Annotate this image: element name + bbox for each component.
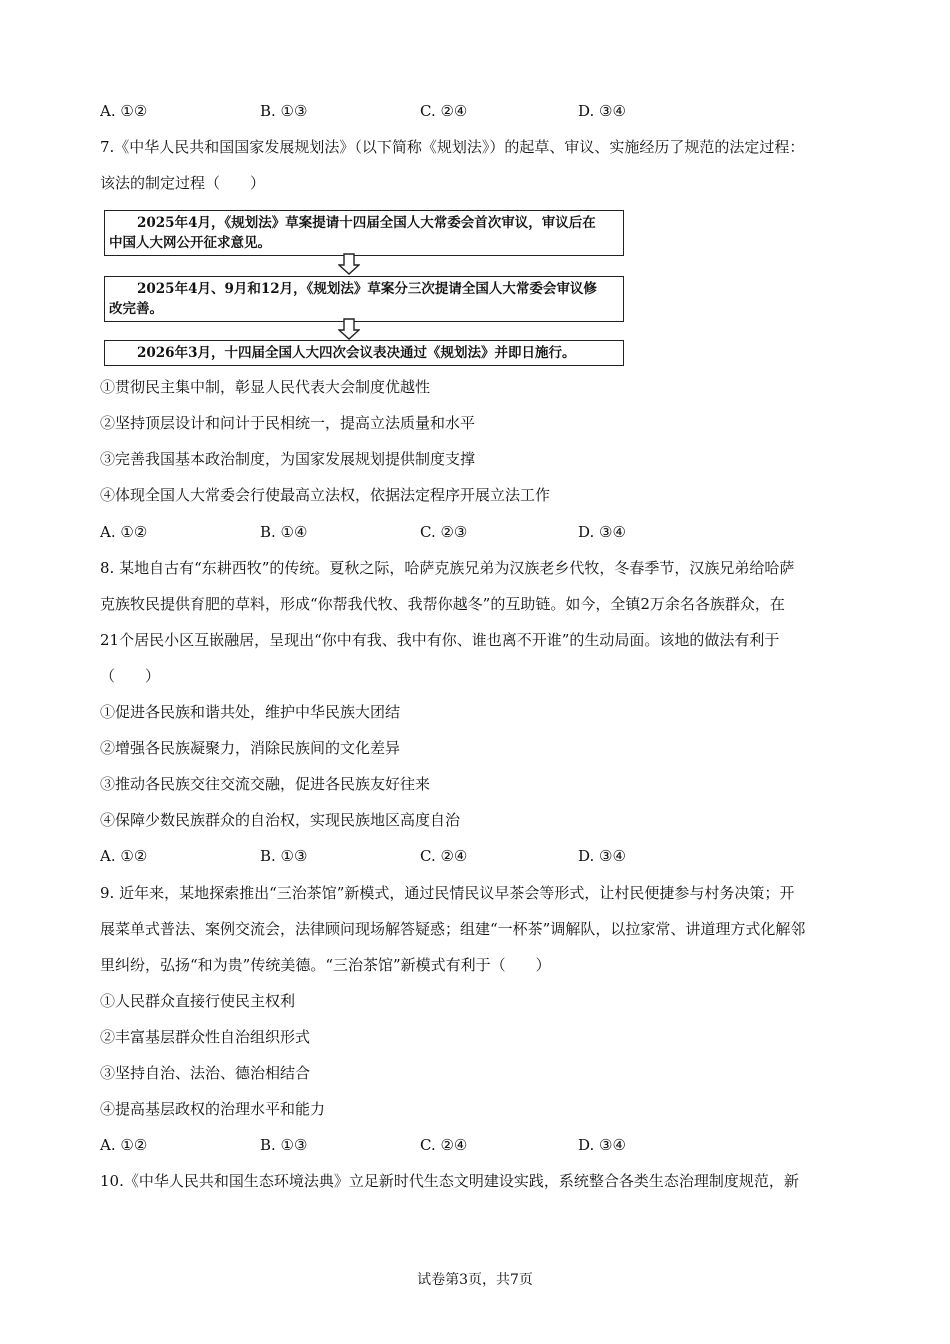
q7-options bbox=[100, 522, 860, 542]
q8-stem-line-2: 克族牧民提供育肥的草料，形成“你帮我代牧、我帮你越冬”的互助链。如今，全镇2万余名各族群众，在 bbox=[100, 595, 785, 613]
q9-stem-line-1: 9. 近年来，某地探索推出“三治茶馆”新模式，通过民情民议早茶会等形式，让村民便捷参与村务决策；开 bbox=[100, 884, 795, 902]
q7-option-b[interactable]: B. ①④ bbox=[260, 523, 308, 541]
q9-option-d[interactable]: D. ③④ bbox=[578, 1136, 626, 1154]
q9-options bbox=[100, 1135, 860, 1155]
q7-statement-4: ④体现全国人大常委会行使最高立法权，依据法定程序开展立法工作 bbox=[100, 486, 551, 504]
q7-flow-step-2 bbox=[104, 276, 624, 322]
q7-flow-step-2-line-1: 2025年4月、9月和12月，《规划法》草案分三次提请全国人大常委会审议修 bbox=[137, 281, 597, 297]
q8-stem-line-4: （ ） bbox=[100, 667, 161, 685]
q9-statement-3: ③坚持自治、法治、德治相结合 bbox=[100, 1064, 311, 1082]
q9-stem-line-3: 里纠纷，弘扬“和为贵”传统美德。“三治茶馆”新模式有利于（ ） bbox=[100, 956, 551, 974]
q9-statement-4: ④提高基层政权的治理水平和能力 bbox=[100, 1100, 326, 1118]
q9-statement-2: ②丰富基层群众性自治组织形式 bbox=[100, 1028, 311, 1046]
q9-option-a[interactable]: A. ①② bbox=[100, 1136, 148, 1154]
q8-statement-4: ④保障少数民族群众的自治权，实现民族地区高度自治 bbox=[100, 811, 461, 829]
q7-option-d[interactable]: D. ③④ bbox=[578, 523, 626, 541]
q8-option-b[interactable]: B. ①③ bbox=[260, 847, 308, 865]
q6-option-c[interactable]: C. ②④ bbox=[420, 102, 468, 120]
q7-statement-3: ③完善我国基本政治制度，为国家发展规划提供制度支撑 bbox=[100, 450, 476, 468]
q7-stem-line-2: 该法的制定过程（ ） bbox=[100, 174, 266, 192]
q6-option-a[interactable]: A. ①② bbox=[100, 102, 148, 120]
q9-statement-1: ①人民群众直接行使民主权利 bbox=[100, 992, 296, 1010]
q6-option-b[interactable]: B. ①③ bbox=[260, 102, 308, 120]
q7-flow-step-1-line-1: 2025年4月，《规划法》草案提请十四届全国人大常委会首次审议，审议后在 bbox=[137, 215, 596, 231]
q7-flow-step-3 bbox=[104, 340, 624, 366]
q8-option-d[interactable]: D. ③④ bbox=[578, 847, 626, 865]
q8-option-c[interactable]: C. ②④ bbox=[420, 847, 468, 865]
q7-flow-step-3-line-1: 2026年3月，十四届全国人大四次会议表决通过《规划法》并即日施行。 bbox=[137, 345, 576, 361]
q9-option-b[interactable]: B. ①③ bbox=[260, 1136, 308, 1154]
q7-flow-step-1-line-2: 中国人大网公开征求意见。 bbox=[109, 235, 271, 251]
q9-option-c[interactable]: C. ②④ bbox=[420, 1136, 468, 1154]
flow-arrow-down-icon bbox=[338, 318, 360, 340]
q8-statement-2: ②增强各民族凝聚力，消除民族间的文化差异 bbox=[100, 739, 401, 757]
q8-statement-3: ③推动各民族交往交流交融，促进各民族友好往来 bbox=[100, 775, 431, 793]
q7-flow-step-1 bbox=[104, 210, 624, 256]
q8-options bbox=[100, 846, 860, 866]
q7-stem-line-1: 7.《中华人民共和国国家发展规划法》（以下简称《规划法》）的起草、审议、实施经历了规范的法定过程： bbox=[100, 138, 805, 156]
q6-options bbox=[100, 101, 860, 121]
q8-option-a[interactable]: A. ①② bbox=[100, 847, 148, 865]
q9-stem-line-2: 展菜单式普法、案例交流会，法律顾问现场解答疑惑；组建“一杯茶”调解队，以拉家常、讲道理方式化解邻 bbox=[100, 920, 806, 938]
flow-arrow-down-icon bbox=[338, 253, 360, 275]
q8-stem-line-3: 21个居民小区互嵌融居，呈现出“你中有我、我中有你、谁也离不开谁”的生动局面。该地的做法有利于 bbox=[100, 631, 780, 649]
q8-statement-1: ①促进各民族和谐共处，维护中华民族大团结 bbox=[100, 703, 401, 721]
q7-statement-2: ②坚持顶层设计和问计于民相统一，提高立法质量和水平 bbox=[100, 414, 476, 432]
q7-option-a[interactable]: A. ①② bbox=[100, 523, 148, 541]
q7-flow-step-2-line-2: 改完善。 bbox=[109, 301, 163, 317]
q7-option-c[interactable]: C. ②③ bbox=[420, 523, 468, 541]
q6-option-d[interactable]: D. ③④ bbox=[578, 102, 626, 120]
q10-stem-line-1: 10.《中华人民共和国生态环境法典》立足新时代生态文明建设实践，系统整合各类生态治理制度规范，新 bbox=[100, 1172, 799, 1190]
q8-stem-line-1: 8. 某地自古有“东耕西牧”的传统。夏秋之际，哈萨克族兄弟为汉族老乡代牧，冬春季节，汉族兄弟给哈萨 bbox=[100, 559, 795, 577]
q7-statement-1: ①贯彻民主集中制，彰显人民代表大会制度优越性 bbox=[100, 378, 431, 396]
page-footer: 试卷第3页，共7页 bbox=[417, 1272, 533, 1288]
